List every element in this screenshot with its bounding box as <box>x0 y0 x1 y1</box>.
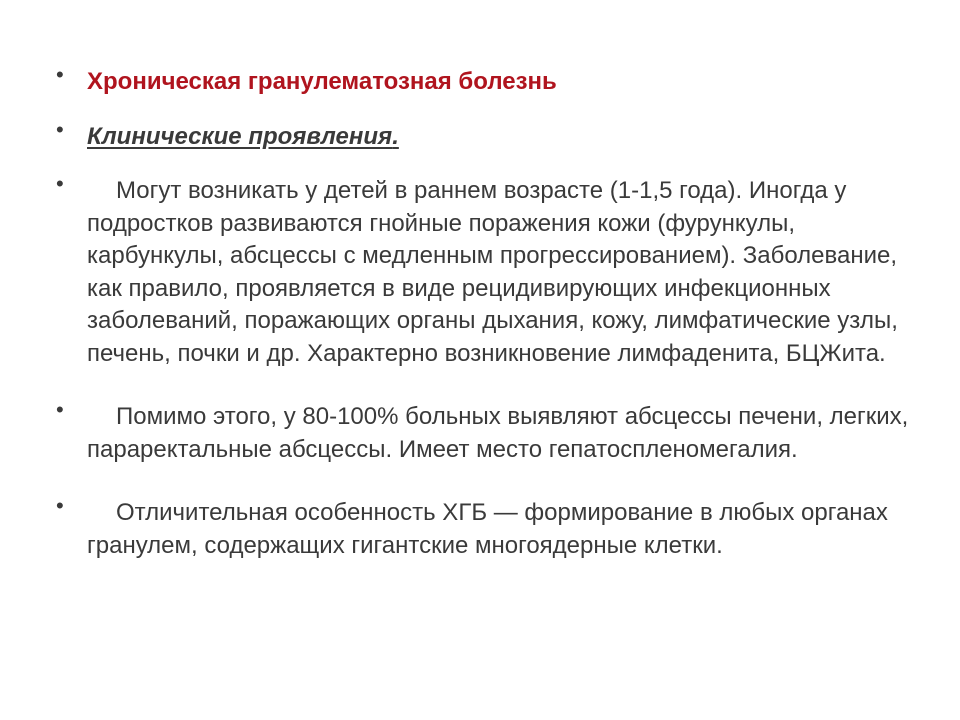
paragraph-text: Могут возникать у детей в раннем возрасте (1-1,5 года). Иногда у подростков развиваются гнойные поражения кожи (фурункулы, карбункулы, абсцессы с медленным прогрессированием). Заболевание, как правило, проявляется в виде рецидивирующих инфекционных заболеваний, поражающих органы дыхания, кожу, лимфатические узлы, печень, почки и др. Характерно возникновение лимфаденита, БЦЖита. <box>87 177 898 367</box>
bullet-item-heading <box>56 62 916 99</box>
bullet-item-paragraph-2 <box>56 397 916 466</box>
slide-subheading-suffix: . <box>392 122 399 150</box>
bullet-dot-icon: • <box>56 62 64 87</box>
bullet-dot-icon: • <box>56 493 64 518</box>
bullet-dot-icon: • <box>56 397 64 422</box>
slide-subheading: Клинические проявления <box>87 122 393 150</box>
bullet-dot-icon: • <box>56 116 64 142</box>
bullet-dot-icon: • <box>56 171 64 196</box>
slide-heading: Хроническая гранулематозная болезнь <box>87 68 557 95</box>
bullet-list <box>56 62 916 562</box>
bullet-item-paragraph-1 <box>56 171 916 370</box>
bullet-item-subheading <box>56 116 916 154</box>
paragraph-text: Помимо этого, у 80-100% больных выявляют абсцессы печени, легких, параректальные абсцессы. Имеет место гепатоспленомегалия. <box>87 403 909 463</box>
bullet-item-paragraph-3 <box>56 493 916 562</box>
paragraph-text: Отличительная особенность ХГБ — формирование в любых органах гранулем, содержащих гигантские многоядерные клетки. <box>87 499 888 559</box>
